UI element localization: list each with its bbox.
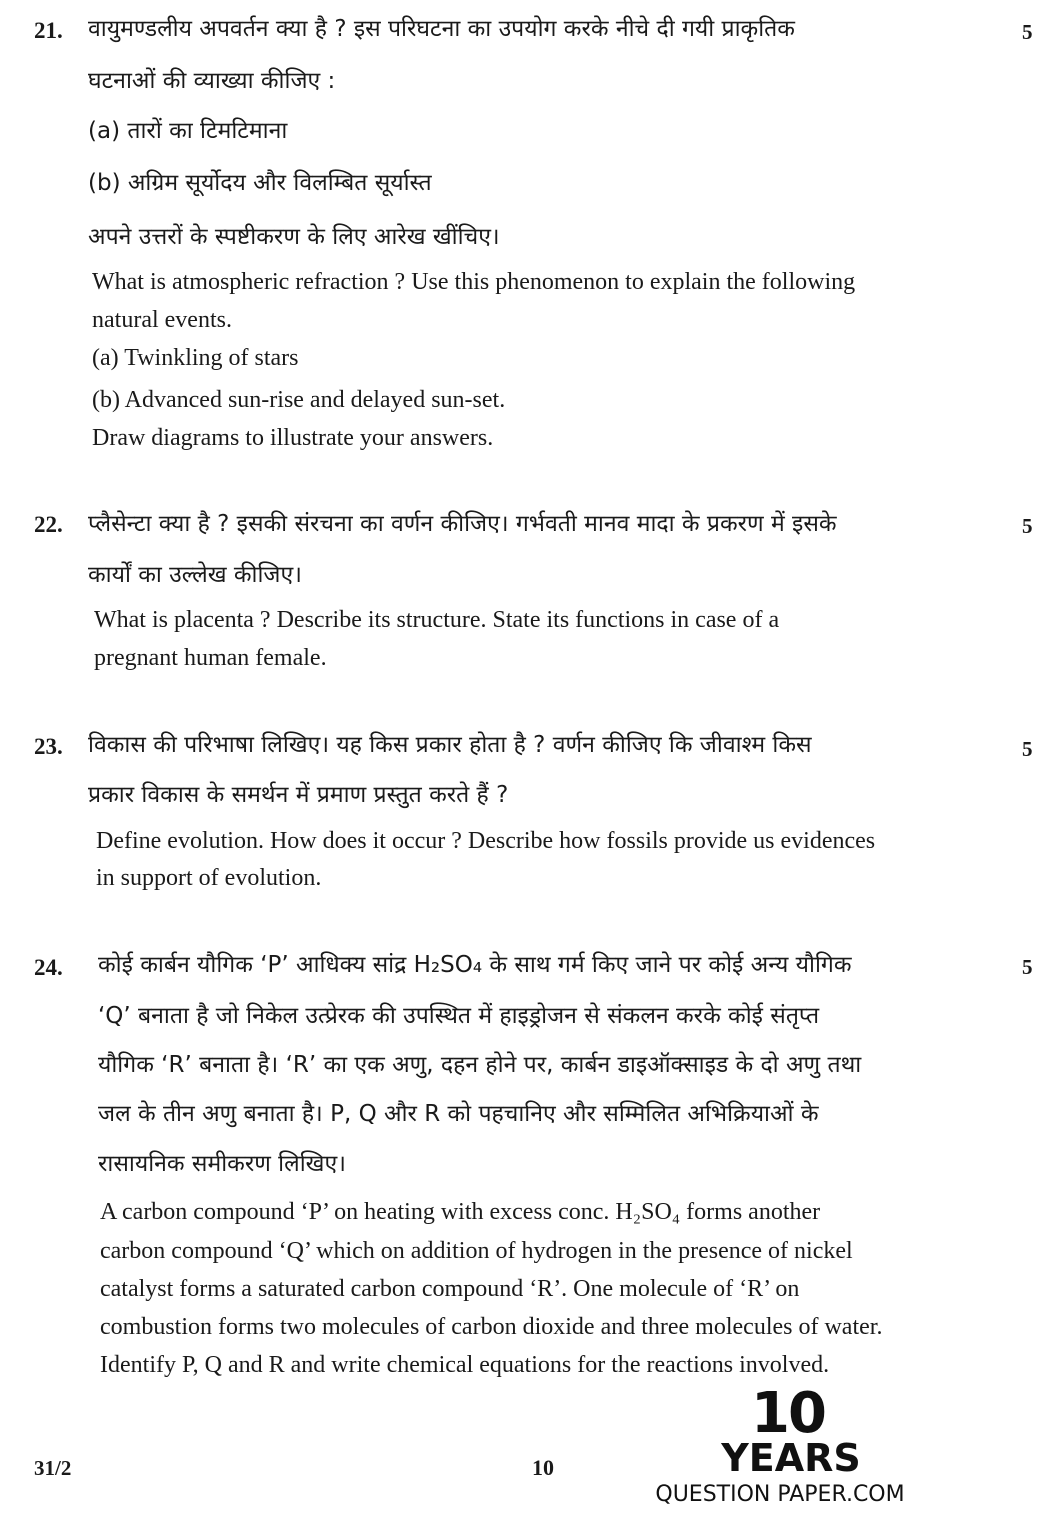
hindi-line: विकास की परिभाषा लिखिए। यह किस प्रकार होता है ? वर्णन कीजिए कि जीवाश्म किस (88, 732, 812, 758)
hindi-line: प्लैसेन्टा क्या है ? इसकी संरचना का वर्णन कीजिए। गर्भवती मानव मादा के प्रकरण में इसके (88, 511, 837, 537)
english-line: (b) Advanced sun-rise and delayed sun-set. (92, 387, 506, 413)
english-line: in support of evolution. (96, 865, 322, 891)
hindi-line: अपने उत्तरों के स्पष्टीकरण के लिए आरेख खींचिए। (88, 224, 500, 250)
hindi-line: कार्यों का उल्लेख कीजिए। (88, 562, 302, 588)
question-number: 21. (34, 18, 63, 43)
hindi-line: ‘Q’ बनाता है जो निकेल उत्प्रेरक की उपस्थित में हाइड्रोजन से संकलन करके कोई संतृप्त (98, 1003, 820, 1029)
english-line: What is atmospheric refraction ? Use this phenomenon to explain the following (92, 269, 856, 295)
english-line: (a) Twinkling of stars (92, 345, 299, 371)
hindi-line: प्रकार विकास के समर्थन में प्रमाण प्रस्तुत करते हैं ? (88, 782, 509, 808)
english-line: natural events. (92, 307, 232, 333)
english-line: combustion forms two molecules of carbon dioxide and three molecules of water. (100, 1314, 883, 1340)
marks: 5 (1022, 20, 1033, 44)
english-line: Identify P, Q and R and write chemical equations for the reactions involved. (100, 1352, 830, 1378)
hindi-line: जल के तीन अणु बनाता है। P, Q और R को पहचानिए और सम्मिलित अभिक्रियाओं के (98, 1101, 819, 1127)
hindi-line: रासायनिक समीकरण लिखिए। (98, 1151, 346, 1177)
marks: 5 (1022, 737, 1033, 761)
watermark-site: QUESTION PAPER.COM (655, 1482, 905, 1507)
hindi-line: कोई कार्बन यौगिक ‘P’ आधिक्य सांद्र H₂SO₄ के साथ गर्म किए जाने पर कोई अन्य यौगिक (98, 952, 852, 978)
english-line: Draw diagrams to illustrate your answers. (92, 425, 494, 451)
marks: 5 (1022, 955, 1033, 979)
marks: 5 (1022, 514, 1033, 538)
watermark-number: 10 (751, 1381, 825, 1446)
question-number: 24. (34, 955, 63, 980)
hindi-line: (b) अग्रिम सूर्योदय और विलम्बित सूर्यास्त (88, 170, 432, 196)
english-line: What is placenta ? Describe its structure. State its functions in case of a (94, 607, 780, 633)
english-line: catalyst forms a saturated carbon compound ‘R’. One molecule of ‘R’ on (100, 1276, 800, 1302)
english-line: pregnant human female. (94, 645, 327, 671)
hindi-line: यौगिक ‘R’ बनाता है। ‘R’ का एक अणु, दहन होने पर, कार्बन डाइऑक्साइड के दो अणु तथा (98, 1052, 862, 1078)
watermark-years: YEARS (721, 1436, 861, 1480)
question-number: 22. (34, 512, 63, 537)
watermark-logo (636, 1381, 936, 1516)
page-number: 10 (532, 1455, 554, 1480)
paper-code: 31/2 (34, 1456, 72, 1480)
english-line: Define evolution. How does it occur ? Describe how fossils provide us evidences (96, 828, 876, 854)
english-line: A carbon compound ‘P’ on heating with excess conc. H₂SO₄ forms another (100, 1199, 821, 1225)
hindi-line: घटनाओं की व्याख्या कीजिए : (88, 68, 336, 94)
hindi-line: वायुमण्डलीय अपवर्तन क्या है ? इस परिघटना का उपयोग करके नीचे दी गयी प्राकृतिक (88, 16, 795, 42)
question-number: 23. (34, 734, 63, 759)
english-line: carbon compound ‘Q’ which on addition of hydrogen in the presence of nickel (100, 1238, 853, 1264)
hindi-line: (a) तारों का टिमटिमाना (88, 118, 288, 144)
